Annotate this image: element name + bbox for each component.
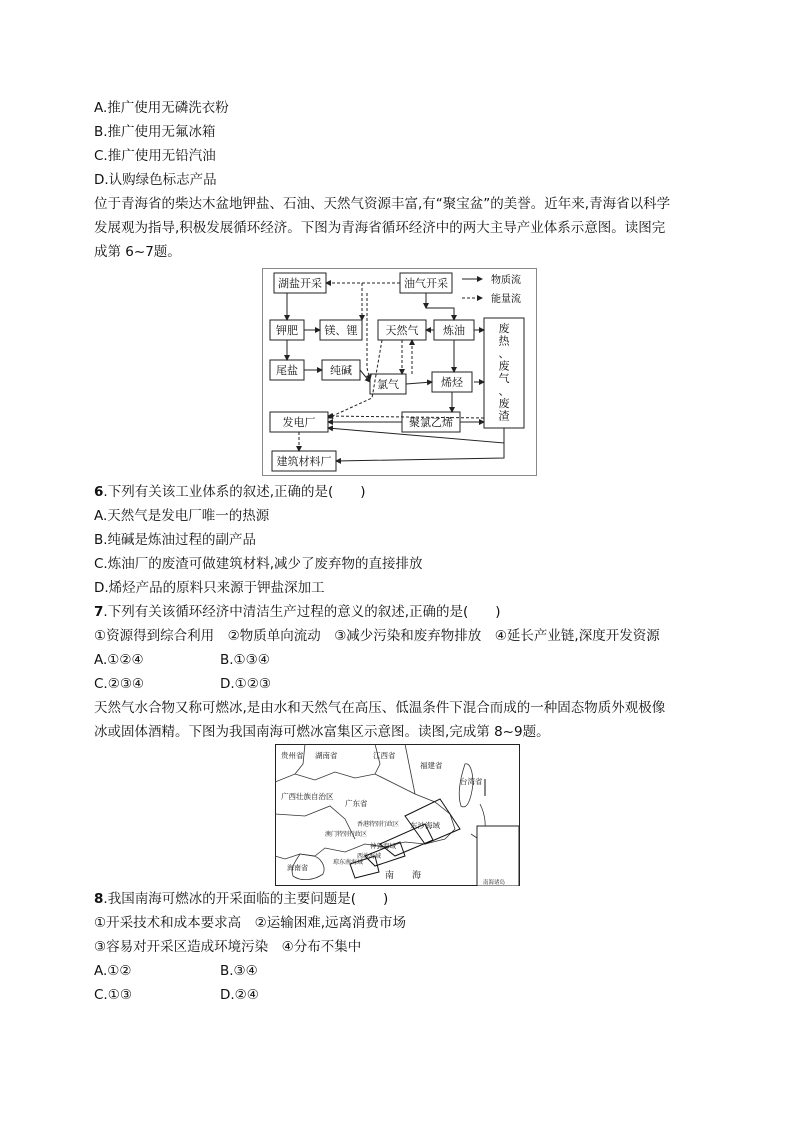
q7-option-c: C.②③④ <box>94 676 145 692</box>
node-lq: 氯气 <box>377 378 399 391</box>
map-xisha: 西沙海域 <box>357 853 382 860</box>
q8-option-d: D.②④ <box>220 987 259 1003</box>
node-xt: 烯烃 <box>441 376 463 389</box>
q8-items-2: ③容易对开采区造成环境污染 ④分布不集中 <box>94 939 362 955</box>
node-jf: 钾肥 <box>276 324 298 337</box>
map-macau: 澳门特别行政区 <box>325 831 368 838</box>
passage2-line2: 冰或固体酒精。下图为我国南海可燃冰富集区示意图。读图,完成第 8~9题。 <box>94 724 550 740</box>
node-hy: 湖盐开采 <box>278 277 322 290</box>
legend-material: 物质流 <box>491 275 521 286</box>
map-taiwan: 台湾省 <box>460 777 483 786</box>
node-jzcl: 建筑材料厂 <box>276 455 332 468</box>
map-nanhai: 南 海 <box>385 871 422 881</box>
map-dongsha: 东沙海域 <box>410 821 440 830</box>
passage1-line1: 位于青海省的柴达木盆地钾盐、石油、天然气资源丰富,有“聚宝盆”的美誉。近年来,青海省以科学 <box>94 196 671 212</box>
node-fdc: 发电厂 <box>282 416 316 429</box>
map-guangdong: 广东省 <box>345 799 368 808</box>
q7-options-row2 <box>94 675 271 693</box>
q6-option-b: B.纯碱是炼油过程的副产品 <box>94 532 257 548</box>
q8-option-b: B.③④ <box>220 963 258 979</box>
map-hainan: 海南省 <box>287 864 308 872</box>
node-trq: 天然气 <box>385 324 419 337</box>
node-waste: 废热、废气、废渣 <box>498 322 510 423</box>
q8-items-1: ①开采技术和成本要求高 ②运输困难,远离消费市场 <box>94 915 406 931</box>
industry-flow-diagram <box>262 268 537 476</box>
option-a: A.推广使用无磷洗衣粉 <box>94 100 229 116</box>
q7-option-a: A.①②④ <box>94 652 144 668</box>
map-qiongdongnan: 琼东南海域 <box>333 859 364 866</box>
map-hk: 香港特别行政区 <box>357 821 400 828</box>
q6-option-d: D.烯烃产品的原料只来源于钾盐深加工 <box>94 580 325 596</box>
option-c: C.推广使用无铅汽油 <box>94 148 216 164</box>
legend-energy: 能量流 <box>491 294 521 305</box>
q8-stem: 8.我国南海可燃冰的开采面临的主要问题是( ) <box>94 891 389 907</box>
passage2-line1: 天然气水合物又称可燃冰,是由水和天然气在高压、低温条件下混合而成的一种固态物质外观极像 <box>94 700 666 716</box>
q8-options-row1 <box>94 962 258 980</box>
node-cj: 纯碱 <box>330 364 352 377</box>
q7-options-row1 <box>94 651 270 669</box>
node-yq: 油气开采 <box>404 277 448 290</box>
node-ly: 炼油 <box>443 324 465 337</box>
map-hunan: 湖南省 <box>315 751 338 760</box>
map-inset: 南海诸岛 <box>483 880 506 886</box>
q7-stem: 7.下列有关该循环经济中清洁生产过程的意义的叙述,正确的是( ) <box>94 604 501 620</box>
node-ws: 尾盐 <box>276 364 298 377</box>
node-jlyx: 聚氯乙烯 <box>409 416 453 429</box>
q7-items: ①资源得到综合利用 ②物质单向流动 ③减少污染和废弃物排放 ④延长产业链,深度开发资源 <box>94 628 660 644</box>
map-jiangxi: 江西省 <box>373 751 396 760</box>
node-ml: 镁、锂 <box>324 324 358 337</box>
map-guizhou: 贵州省 <box>281 751 304 760</box>
q8-option-c: C.①③ <box>94 987 132 1003</box>
option-b: B.推广使用无氟冰箱 <box>94 124 216 140</box>
q8-option-a: A.①② <box>94 963 132 979</box>
q7-option-b: B.①③④ <box>220 652 270 668</box>
q6-stem: 6.下列有关该工业体系的叙述,正确的是( ) <box>94 484 366 500</box>
map-fujian: 福建省 <box>420 761 443 770</box>
option-d: D.认购绿色标志产品 <box>94 172 217 188</box>
south-china-sea-map <box>275 744 520 886</box>
q7-option-d: D.①②③ <box>220 676 271 692</box>
q6-option-c: C.炼油厂的废渣可做建筑材料,减少了废弃物的直接排放 <box>94 556 423 572</box>
map-shenhu: 神狐海域 <box>370 842 396 850</box>
map-guangxi: 广西壮族自治区 <box>281 792 334 801</box>
q6-option-a: A.天然气是发电厂唯一的热源 <box>94 508 270 524</box>
passage1-line2: 发展观为指导,积极发展循环经济。下图为青海省循环经济中的两大主导产业体系示意图。读图完 <box>94 220 666 236</box>
passage1-line3: 成第 6~7题。 <box>94 244 181 260</box>
q8-options-row2 <box>94 986 259 1004</box>
